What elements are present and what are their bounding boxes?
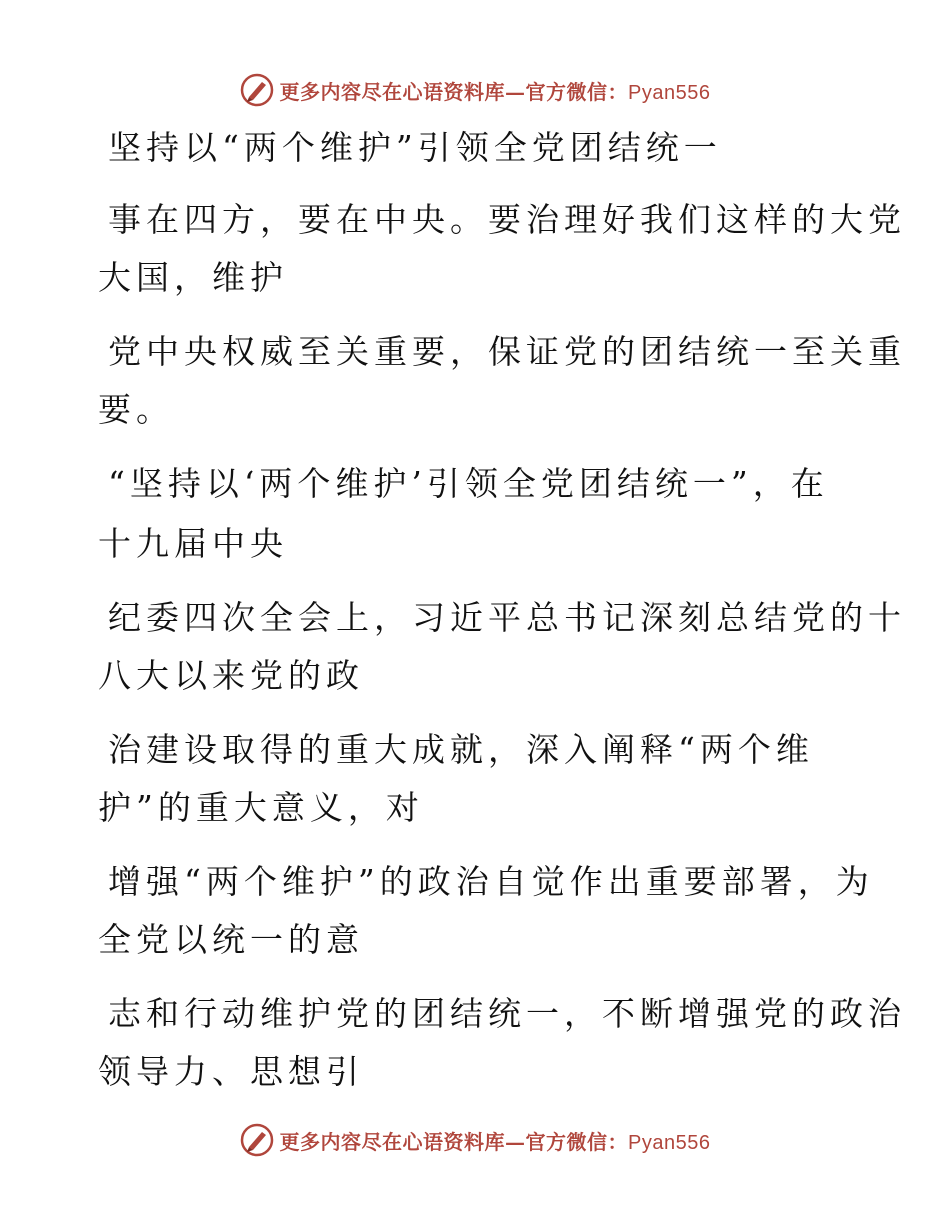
text-line: 坚持以“两个维护”引领全党团结统一 [108, 128, 722, 167]
text-line: 领导力、思想引 [98, 1052, 364, 1091]
text-line: 八大以来党的政 [98, 656, 364, 695]
wechat-id: Pyan556 [628, 81, 711, 104]
text-line: 护”的重大意义，对 [98, 788, 424, 827]
text-line: 事在四方，要在中央。要治理好我们这样的大党 [108, 200, 906, 239]
text-line: 全党以统一的意 [98, 920, 364, 959]
text-line: 党中央权威至关重要，保证党的团结统一至关重 [108, 332, 906, 371]
text-line: 十九届中央 [98, 524, 288, 563]
pen-logo-icon [240, 1123, 274, 1157]
text-line: 治建设取得的重大成就，深入阐释“两个维 [108, 730, 814, 769]
text-line: 大国，维护 [98, 258, 288, 297]
text-line: 要。 [98, 390, 174, 429]
text-line: 志和行动维护党的团结统一，不断增强党的政治 [108, 994, 906, 1033]
text-line: “坚持以‘两个维护’引领全党团结统一”，在 [108, 464, 829, 503]
text-line: 纪委四次全会上，习近平总书记深刻总结党的十 [108, 598, 906, 637]
watermark-text: 更多内容尽在心语资料库—官方微信：Pyan556 [279, 79, 711, 104]
watermark-text: 更多内容尽在心语资料库—官方微信：Pyan556 [279, 1129, 711, 1154]
watermark-footer [0, 1120, 950, 1160]
text-line: 增强“两个维护”的政治自觉作出重要部署，为 [108, 862, 874, 901]
wechat-id: Pyan556 [628, 1131, 711, 1154]
